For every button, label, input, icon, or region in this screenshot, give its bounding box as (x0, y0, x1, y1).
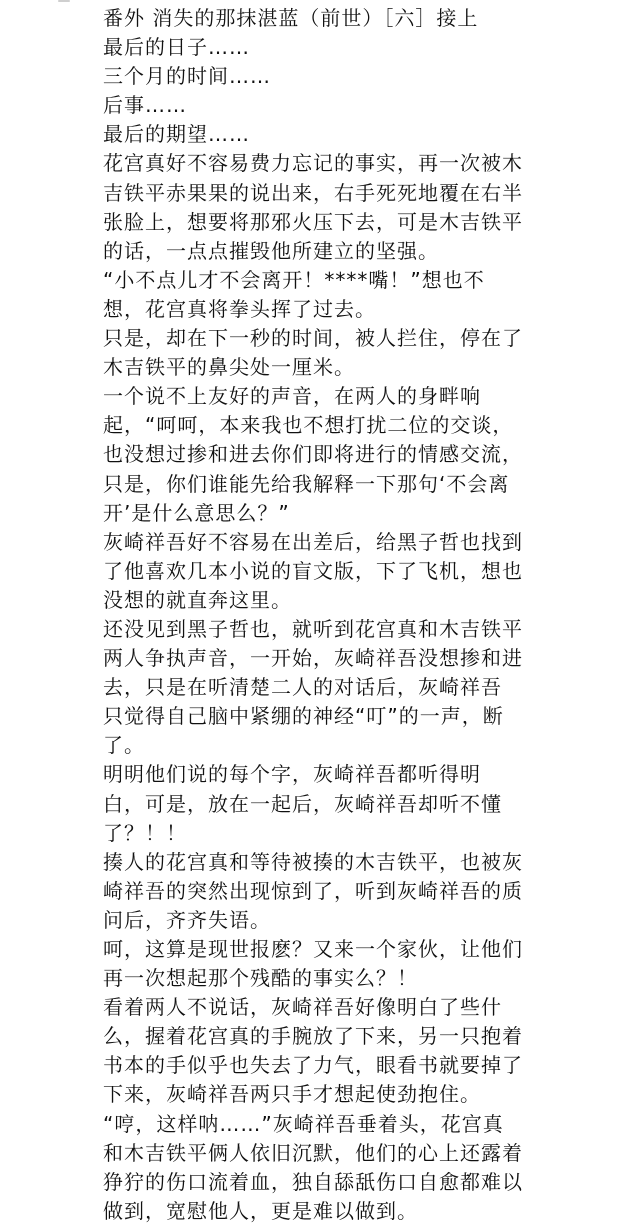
text-line: 白，可是，放在一起后，灰崎祥吾却听不懂 (103, 791, 502, 816)
text-line: 了他喜欢几本小说的盲文版，下了飞机，想也 (103, 558, 523, 583)
text-line: 木吉铁平的鼻尖处一厘米。 (103, 355, 355, 380)
text-line: 最后的日子…… (103, 35, 250, 60)
text-line: 再一次想起那个残酷的事实么？！ (103, 966, 418, 991)
text-line: 还没见到黑子哲也，就听到花宫真和木吉铁平 (103, 616, 523, 641)
text-line: 了。 (103, 733, 145, 758)
text-line: 狰狞的伤口流着血，独自舔舐伤口自愈都难以 (103, 1169, 523, 1194)
edge-mark (58, 0, 70, 2)
text-line: 番外 消失的那抹湛蓝（前世）［六］接上 (103, 6, 479, 30)
text-line: 灰崎祥吾好不容易在出差后，给黑子哲也找到 (103, 529, 523, 554)
text-line: 也没想过掺和进去你们即将进行的情感交流， (103, 442, 523, 467)
text-line: 的话，一点点摧毁他所建立的坚强。 (103, 238, 439, 263)
text-line: 明明他们说的每个字，灰崎祥吾都听得明 (103, 762, 481, 787)
text-line: 崎祥吾的突然出现惊到了，听到灰崎祥吾的质 (103, 878, 523, 903)
text-line: 吉铁平赤果果的说出来，右手死死地覆在右半 (103, 180, 523, 205)
text-line: 想，花宫真将拳头挥了过去。 (103, 296, 376, 321)
text-line: 下来，灰崎祥吾两只手才想起使劲抱住。 (103, 1082, 481, 1107)
text-line: 么，握着花宫真的手腕放了下来，另一只抱着 (103, 1024, 523, 1049)
document-text (103, 4, 613, 1226)
text-line: 张脸上，想要将那邪火压下去，可是木吉铁平 (103, 209, 523, 234)
text-line: 只觉得自己脑中紧绷的神经“叮”的一声，断 (103, 704, 504, 729)
text-line: 书本的手似乎也失去了力气，眼看书就要掉了 (103, 1053, 523, 1078)
text-line: 后事…… (103, 93, 187, 118)
text-line: 了？！！ (103, 820, 187, 845)
text-line: 看着两人不说话，灰崎祥吾好像明白了些什 (103, 995, 502, 1020)
text-line: 一个说不上友好的声音，在两人的身畔响 (103, 384, 481, 409)
text-line: 开’是什么意思么？” (103, 500, 290, 525)
text-line: 起，“呵呵，本来我也不想打扰二位的交谈， (103, 413, 514, 438)
text-line: 花宫真好不容易费力忘记的事实，再一次被木 (103, 151, 523, 176)
text-line: 只是，却在下一秒的时间，被人拦住，停在了 (103, 326, 523, 351)
text-line: 和木吉铁平俩人依旧沉默，他们的心上还露着 (103, 1140, 523, 1165)
text-line: 问后，齐齐失语。 (103, 907, 271, 932)
text-line: 做到，宽慰他人，更是难以做到。 (103, 1198, 418, 1223)
text-line: “哼，这样呐……”灰崎祥吾垂着头，花宫真 (103, 1111, 504, 1136)
text-line: 没想的就直奔这里。 (103, 587, 292, 612)
text-line: 去，只是在听清楚二人的对话后，灰崎祥吾 (103, 675, 502, 700)
text-line: 呵，这算是现世报麽？又来一个家伙，让他们 (103, 937, 523, 961)
text-line: 两人争执声音，一开始，灰崎祥吾没想掺和进 (103, 646, 523, 671)
text-line: 三个月的时间…… (103, 64, 271, 89)
text-line: 揍人的花宫真和等待被揍的木吉铁平，也被灰 (103, 849, 523, 874)
text-line: 最后的期望…… (103, 122, 250, 147)
text-line: “小不点儿才不会离开！****嘴！”想也不 (103, 267, 485, 292)
text-line: 只是，你们谁能先给我解释一下那句‘不会离 (103, 471, 510, 496)
